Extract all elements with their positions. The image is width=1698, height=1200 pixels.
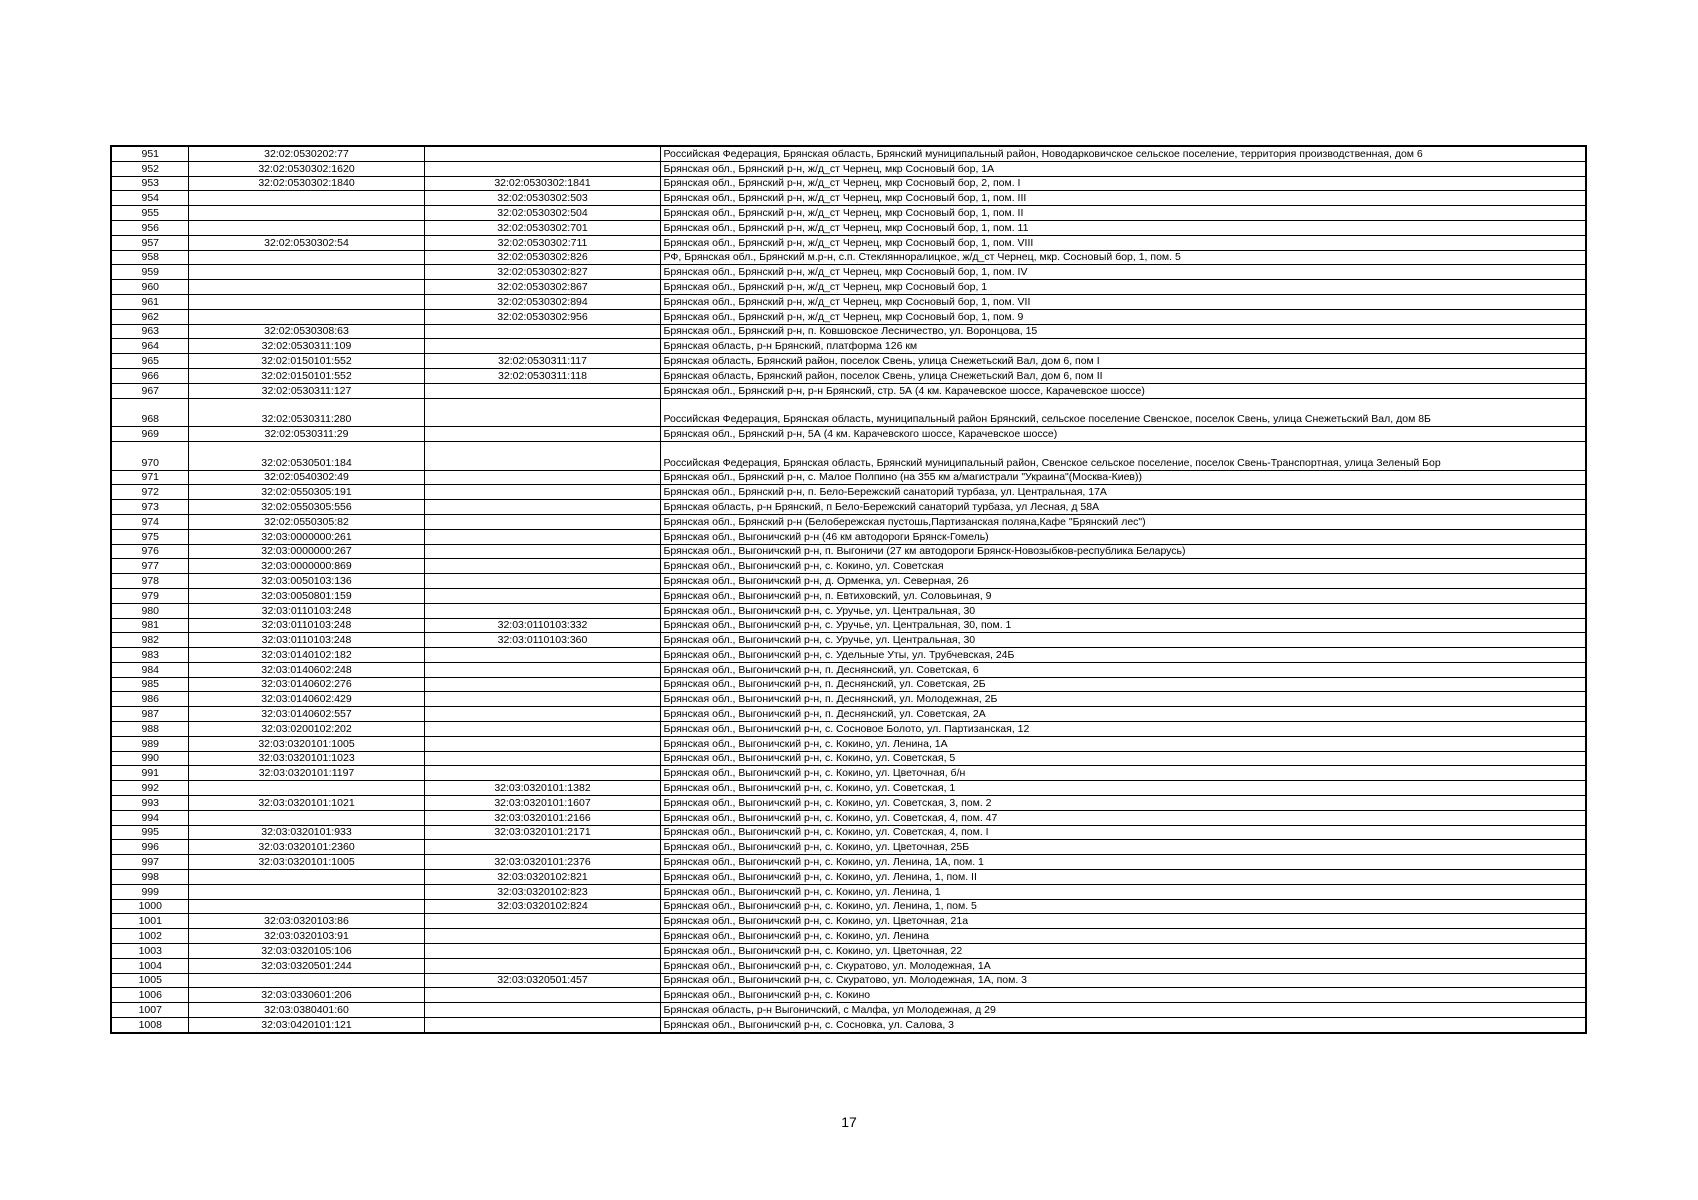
cadastral-number-cell: 32:03:0140602:248 <box>188 662 424 677</box>
cadastral-number-cell <box>188 250 424 265</box>
address-cell: Брянская обл., Брянский р-н, п. Ковшовское Лесничество, ул. Воронцова, 15 <box>660 324 1586 339</box>
address-cell: Брянская обл., Брянский р-н, ж/д_ст Чернец, мкр Сосновый бор, 1А <box>660 161 1586 176</box>
address-cell: Брянская обл., Брянский р-н, р-н Брянский, стр. 5А (4 км. Карачевское шоссе, Карачевское шоссе) <box>660 383 1586 398</box>
table-row <box>111 899 1586 914</box>
table-row <box>111 588 1586 603</box>
table-row <box>111 855 1586 870</box>
address-cell: Брянская обл., Выгоничский р-н, п. Деснянский, ул. Советская, 2Б <box>660 677 1586 692</box>
cadastral-number-cell: 32:03:0320101:1021 <box>188 796 424 811</box>
row-number-cell: 964 <box>111 339 188 354</box>
premises-cadastral-number-cell <box>424 1003 660 1018</box>
address-cell: Брянская обл., Выгоничский р-н (46 км автодороги Брянск-Гомель) <box>660 529 1586 544</box>
property-register-table <box>110 145 1587 1034</box>
premises-cadastral-number-cell <box>424 648 660 663</box>
row-number-cell: 984 <box>111 662 188 677</box>
table-row <box>111 250 1586 265</box>
row-number-cell: 1005 <box>111 973 188 988</box>
premises-cadastral-number-cell <box>424 958 660 973</box>
address-cell: Брянская обл., Выгоничский р-н, с. Скуратово, ул. Молодежная, 1А <box>660 958 1586 973</box>
register-table-body <box>111 146 1586 1033</box>
premises-cadastral-number-cell <box>424 574 660 589</box>
address-cell: Брянская обл., Брянский р-н, ж/д_ст Чернец, мкр Сосновый бор, 1, пом. IV <box>660 265 1586 280</box>
premises-cadastral-number-cell: 32:02:0530302:701 <box>424 220 660 235</box>
premises-cadastral-number-cell <box>424 840 660 855</box>
row-number-cell: 958 <box>111 250 188 265</box>
table-row <box>111 618 1586 633</box>
page-number: 17 <box>841 1114 857 1130</box>
row-number-cell: 978 <box>111 574 188 589</box>
row-number-cell: 969 <box>111 427 188 442</box>
cadastral-number-cell: 32:03:0000000:267 <box>188 544 424 559</box>
cadastral-number-cell: 32:03:0320105:106 <box>188 944 424 959</box>
premises-cadastral-number-cell <box>424 1018 660 1033</box>
address-cell: Брянская обл., Выгоничский р-н, п. Деснянский, ул. Молодежная, 2Б <box>660 692 1586 707</box>
table-row <box>111 914 1586 929</box>
row-number-cell: 976 <box>111 544 188 559</box>
address-cell: Брянская обл., Выгоничский р-н, с. Кокино, ул. Советская, 5 <box>660 751 1586 766</box>
table-row <box>111 677 1586 692</box>
premises-cadastral-number-cell <box>424 944 660 959</box>
row-number-cell: 977 <box>111 559 188 574</box>
cadastral-number-cell: 32:03:0320101:1023 <box>188 751 424 766</box>
cadastral-number-cell: 32:02:0530302:1840 <box>188 176 424 191</box>
table-row <box>111 648 1586 663</box>
address-cell: Брянская обл., Брянский р-н, ж/д_ст Чернец, мкр Сосновый бор, 1 <box>660 280 1586 295</box>
premises-cadastral-number-cell <box>424 427 660 442</box>
row-number-cell: 961 <box>111 294 188 309</box>
cadastral-number-cell <box>188 294 424 309</box>
row-number-cell: 996 <box>111 840 188 855</box>
table-row <box>111 485 1586 500</box>
table-row <box>111 810 1586 825</box>
address-cell: Брянская обл., Выгоничский р-н, с. Кокино, ул. Советская, 4, пом. I <box>660 825 1586 840</box>
row-number-cell: 983 <box>111 648 188 663</box>
table-row <box>111 825 1586 840</box>
address-cell: Российская Федерация, Брянская область, Брянский муниципальный район, Свенское сельское поселение, поселок Свень-Транспортная, улица Зеленый Бор <box>660 441 1586 470</box>
row-number-cell: 954 <box>111 191 188 206</box>
table-row <box>111 796 1586 811</box>
table-row <box>111 884 1586 899</box>
row-number-cell: 979 <box>111 588 188 603</box>
address-cell: Брянская обл., Брянский р-н, с. Малое Полпино (на 355 км а/магистрали "Украина"(Москва-Киев)) <box>660 470 1586 485</box>
table-row <box>111 559 1586 574</box>
cadastral-number-cell: 32:03:0320101:2360 <box>188 840 424 855</box>
premises-cadastral-number-cell: 32:03:0320501:457 <box>424 973 660 988</box>
cadastral-number-cell: 32:03:0320501:244 <box>188 958 424 973</box>
premises-cadastral-number-cell: 32:02:0530302:711 <box>424 235 660 250</box>
table-row <box>111 840 1586 855</box>
cadastral-number-cell <box>188 870 424 885</box>
premises-cadastral-number-cell <box>424 441 660 470</box>
row-number-cell: 990 <box>111 751 188 766</box>
table-row <box>111 944 1586 959</box>
address-cell: Брянская обл., Брянский р-н, ж/д_ст Чернец, мкр Сосновый бор, 1, пом. VII <box>660 294 1586 309</box>
address-cell: Брянская обл., Выгоничский р-н, с. Кокино, ул. Цветочная, 25Б <box>660 840 1586 855</box>
row-number-cell: 1002 <box>111 929 188 944</box>
cadastral-number-cell <box>188 810 424 825</box>
premises-cadastral-number-cell: 32:02:0530311:117 <box>424 354 660 369</box>
table-row <box>111 1003 1586 1018</box>
address-cell: Брянская обл., Выгоничский р-н, с. Кокино, ул. Ленина, 1, пом. II <box>660 870 1586 885</box>
cadastral-number-cell <box>188 973 424 988</box>
table-row <box>111 383 1586 398</box>
table-row <box>111 751 1586 766</box>
table-row <box>111 191 1586 206</box>
premises-cadastral-number-cell <box>424 588 660 603</box>
row-number-cell: 997 <box>111 855 188 870</box>
row-number-cell: 1008 <box>111 1018 188 1033</box>
premises-cadastral-number-cell <box>424 736 660 751</box>
cadastral-number-cell: 32:02:0550305:191 <box>188 485 424 500</box>
address-cell: Брянская обл., Брянский р-н, 5А (4 км. Карачевского шоссе, Карачевское шоссе) <box>660 427 1586 442</box>
premises-cadastral-number-cell <box>424 692 660 707</box>
premises-cadastral-number-cell <box>424 707 660 722</box>
address-cell: Брянская обл., Выгоничский р-н, с. Кокино, ул. Цветочная, 21а <box>660 914 1586 929</box>
cadastral-number-cell <box>188 309 424 324</box>
address-cell: Брянская обл., Брянский р-н, ж/д_ст Чернец, мкр Сосновый бор, 1, пом. III <box>660 191 1586 206</box>
table-row <box>111 339 1586 354</box>
address-cell: Брянская обл., Выгоничский р-н, с. Кокино, ул. Ленина, 1 <box>660 884 1586 899</box>
address-cell: Брянская область, р-н Брянский, платформа 126 км <box>660 339 1586 354</box>
premises-cadastral-number-cell <box>424 383 660 398</box>
cadastral-number-cell: 32:03:0320101:933 <box>188 825 424 840</box>
address-cell: Брянская область, р-н Брянский, п Бело-Бережский санаторий турбаза, ул Лесная, д 58А <box>660 500 1586 515</box>
address-cell: Брянская обл., Выгоничский р-н, с. Кокино, ул. Цветочная, 22 <box>660 944 1586 959</box>
cadastral-number-cell: 32:03:0110103:248 <box>188 633 424 648</box>
table-row <box>111 692 1586 707</box>
row-number-cell: 955 <box>111 206 188 221</box>
address-cell: Брянская обл., Выгоничский р-н, с. Удельные Уты, ул. Трубчевская, 24Б <box>660 648 1586 663</box>
table-row <box>111 870 1586 885</box>
row-number-cell: 985 <box>111 677 188 692</box>
table-row <box>111 529 1586 544</box>
table-row <box>111 441 1586 470</box>
cadastral-number-cell: 32:02:0550305:556 <box>188 500 424 515</box>
table-row <box>111 470 1586 485</box>
row-number-cell: 999 <box>111 884 188 899</box>
row-number-cell: 973 <box>111 500 188 515</box>
row-number-cell: 981 <box>111 618 188 633</box>
cadastral-number-cell: 32:02:0530311:280 <box>188 398 424 427</box>
cadastral-number-cell: 32:03:0050801:159 <box>188 588 424 603</box>
cadastral-number-cell: 32:03:0320101:1197 <box>188 766 424 781</box>
table-row <box>111 324 1586 339</box>
row-number-cell: 986 <box>111 692 188 707</box>
address-cell: Российская Федерация, Брянская область, Брянский муниципальный район, Новодарковичское сельское поселение, территория производственная, дом 6 <box>660 146 1586 161</box>
premises-cadastral-number-cell <box>424 339 660 354</box>
premises-cadastral-number-cell: 32:03:0320102:823 <box>424 884 660 899</box>
address-cell: Брянская обл., Выгоничский р-н, п. Выгоничи (27 км автодороги Брянск-Новозыбков-республика Беларусь) <box>660 544 1586 559</box>
premises-cadastral-number-cell: 32:02:0530302:826 <box>424 250 660 265</box>
address-cell: Брянская обл., Выгоничский р-н, п. Деснянский, ул. Советская, 6 <box>660 662 1586 677</box>
cadastral-number-cell: 32:02:0530302:54 <box>188 235 424 250</box>
address-cell: Брянская обл., Выгоничский р-н, с. Кокино, ул. Советская, 4, пом. 47 <box>660 810 1586 825</box>
address-cell: Брянская обл., Выгоничский р-н, с. Сосновое Болото, ул. Партизанская, 12 <box>660 722 1586 737</box>
table-row <box>111 574 1586 589</box>
address-cell: Брянская обл., Брянский р-н, ж/д_ст Чернец, мкр Сосновый бор, 1, пом. 9 <box>660 309 1586 324</box>
cadastral-number-cell: 32:02:0530311:29 <box>188 427 424 442</box>
table-row <box>111 722 1586 737</box>
table-row <box>111 929 1586 944</box>
row-number-cell: 982 <box>111 633 188 648</box>
row-number-cell: 966 <box>111 368 188 383</box>
table-row <box>111 280 1586 295</box>
table-row <box>111 265 1586 280</box>
address-cell: Брянская обл., Брянский р-н, ж/д_ст Чернец, мкр Сосновый бор, 2, пом. I <box>660 176 1586 191</box>
address-cell: Брянская обл., Брянский р-н, ж/д_ст Чернец, мкр Сосновый бор, 1, пом. II <box>660 206 1586 221</box>
table-row <box>111 427 1586 442</box>
cadastral-number-cell <box>188 884 424 899</box>
premises-cadastral-number-cell: 32:02:0530302:867 <box>424 280 660 295</box>
premises-cadastral-number-cell <box>424 161 660 176</box>
premises-cadastral-number-cell <box>424 544 660 559</box>
row-number-cell: 988 <box>111 722 188 737</box>
cadastral-number-cell: 32:03:0200102:202 <box>188 722 424 737</box>
table-row <box>111 707 1586 722</box>
address-cell: Брянская обл., Выгоничский р-н, с. Уручье, ул. Центральная, 30 <box>660 633 1586 648</box>
cadastral-number-cell: 32:03:0000000:869 <box>188 559 424 574</box>
address-cell: Брянская обл., Выгоничский р-н, с. Уручье, ул. Центральная, 30 <box>660 603 1586 618</box>
premises-cadastral-number-cell: 32:03:0320101:2166 <box>424 810 660 825</box>
cadastral-number-cell <box>188 899 424 914</box>
row-number-cell: 992 <box>111 781 188 796</box>
row-number-cell: 970 <box>111 441 188 470</box>
cadastral-number-cell <box>188 206 424 221</box>
cadastral-number-cell: 32:02:0540302:49 <box>188 470 424 485</box>
cadastral-number-cell: 32:02:0550305:82 <box>188 514 424 529</box>
premises-cadastral-number-cell: 32:02:0530302:956 <box>424 309 660 324</box>
row-number-cell: 980 <box>111 603 188 618</box>
address-cell: Брянская обл., Выгоничский р-н, с. Кокино, ул. Ленина, 1, пом. 5 <box>660 899 1586 914</box>
premises-cadastral-number-cell <box>424 751 660 766</box>
premises-cadastral-number-cell: 32:02:0530302:827 <box>424 265 660 280</box>
cadastral-number-cell <box>188 220 424 235</box>
row-number-cell: 1004 <box>111 958 188 973</box>
premises-cadastral-number-cell <box>424 929 660 944</box>
address-cell: Брянская обл., Брянский р-н, ж/д_ст Чернец, мкр Сосновый бор, 1, пом. 11 <box>660 220 1586 235</box>
cadastral-number-cell <box>188 265 424 280</box>
address-cell: Брянская обл., Выгоничский р-н, п. Деснянский, ул. Советская, 2А <box>660 707 1586 722</box>
cadastral-number-cell <box>188 781 424 796</box>
address-cell: Брянская обл., Выгоничский р-н, с. Кокино, ул. Ленина <box>660 929 1586 944</box>
row-number-cell: 1003 <box>111 944 188 959</box>
table-row <box>111 544 1586 559</box>
premises-cadastral-number-cell <box>424 559 660 574</box>
row-number-cell: 951 <box>111 146 188 161</box>
premises-cadastral-number-cell: 32:02:0530302:1841 <box>424 176 660 191</box>
table-row <box>111 294 1586 309</box>
cadastral-number-cell: 32:03:0110103:248 <box>188 618 424 633</box>
address-cell: Брянская обл., Выгоничский р-н, с. Кокино, ул. Ленина, 1А <box>660 736 1586 751</box>
row-number-cell: 1001 <box>111 914 188 929</box>
cadastral-number-cell: 32:03:0000000:261 <box>188 529 424 544</box>
premises-cadastral-number-cell <box>424 470 660 485</box>
table-row <box>111 973 1586 988</box>
row-number-cell: 957 <box>111 235 188 250</box>
table-row <box>111 146 1586 161</box>
cadastral-number-cell: 32:02:0150101:552 <box>188 354 424 369</box>
premises-cadastral-number-cell: 32:02:0530302:894 <box>424 294 660 309</box>
cadastral-number-cell: 32:03:0320101:1005 <box>188 736 424 751</box>
premises-cadastral-number-cell: 32:03:0110103:360 <box>424 633 660 648</box>
cadastral-number-cell: 32:03:0320101:1005 <box>188 855 424 870</box>
row-number-cell: 959 <box>111 265 188 280</box>
address-cell: Брянская обл., Выгоничский р-н, с. Скуратово, ул. Молодежная, 1А, пом. 3 <box>660 973 1586 988</box>
row-number-cell: 995 <box>111 825 188 840</box>
cadastral-number-cell: 32:03:0320103:86 <box>188 914 424 929</box>
cadastral-number-cell: 32:02:0530311:127 <box>188 383 424 398</box>
address-cell: РФ, Брянская обл., Брянский м.р-н, с.п. Стеклянноралицкое, ж/д_ст Чернец, мкр. Сосновый бор, 1, пом. 5 <box>660 250 1586 265</box>
cadastral-number-cell <box>188 280 424 295</box>
row-number-cell: 991 <box>111 766 188 781</box>
premises-cadastral-number-cell <box>424 398 660 427</box>
address-cell: Брянская обл., Выгоничский р-н, с. Кокино, ул. Советская, 3, пом. 2 <box>660 796 1586 811</box>
row-number-cell: 974 <box>111 514 188 529</box>
premises-cadastral-number-cell <box>424 146 660 161</box>
row-number-cell: 1007 <box>111 1003 188 1018</box>
table-row <box>111 161 1586 176</box>
row-number-cell: 968 <box>111 398 188 427</box>
row-number-cell: 962 <box>111 309 188 324</box>
table-row <box>111 781 1586 796</box>
premises-cadastral-number-cell: 32:03:0320102:821 <box>424 870 660 885</box>
address-cell: Брянская обл., Выгоничский р-н, с. Кокино, ул. Цветочная, б/н <box>660 766 1586 781</box>
premises-cadastral-number-cell <box>424 529 660 544</box>
cadastral-number-cell: 32:02:0530501:184 <box>188 441 424 470</box>
cadastral-number-cell: 32:03:0420101:121 <box>188 1018 424 1033</box>
table-row <box>111 176 1586 191</box>
row-number-cell: 967 <box>111 383 188 398</box>
address-cell: Брянская обл., Брянский р-н (Белобережская пустошь,Партизанская поляна,Кафе "Брянский лес") <box>660 514 1586 529</box>
row-number-cell: 972 <box>111 485 188 500</box>
premises-cadastral-number-cell <box>424 722 660 737</box>
address-cell: Российская Федерация, Брянская область, муниципальный район Брянский, сельское поселение Свенское, поселок Свень, улица Снежетьский Вал, дом 8Б <box>660 398 1586 427</box>
cadastral-number-cell: 32:03:0140102:182 <box>188 648 424 663</box>
row-number-cell: 1006 <box>111 988 188 1003</box>
premises-cadastral-number-cell <box>424 603 660 618</box>
premises-cadastral-number-cell: 32:03:0320101:1607 <box>424 796 660 811</box>
address-cell: Брянская обл., Выгоничский р-н, с. Кокино, ул. Ленина, 1А, пом. 1 <box>660 855 1586 870</box>
cadastral-number-cell: 32:03:0140602:557 <box>188 707 424 722</box>
address-cell: Брянская область, Брянский район, поселок Свень, улица Снежетьский Вал, дом 6, пом I <box>660 354 1586 369</box>
address-cell: Брянская обл., Брянский р-н, п. Бело-Бережский санаторий турбаза, ул. Центральная, 17А <box>660 485 1586 500</box>
address-cell: Брянская область, Брянский район, поселок Свень, улица Снежетьский Вал, дом 6, пом II <box>660 368 1586 383</box>
address-cell: Брянская обл., Выгоничский р-н, с. Кокино, ул. Советская, 1 <box>660 781 1586 796</box>
table-row <box>111 736 1586 751</box>
table-row <box>111 766 1586 781</box>
premises-cadastral-number-cell: 32:03:0110103:332 <box>424 618 660 633</box>
cadastral-number-cell: 32:02:0530202:77 <box>188 146 424 161</box>
premises-cadastral-number-cell <box>424 514 660 529</box>
table-row <box>111 1018 1586 1033</box>
row-number-cell: 994 <box>111 810 188 825</box>
table-row <box>111 514 1586 529</box>
row-number-cell: 956 <box>111 220 188 235</box>
cadastral-number-cell: 32:02:0530308:63 <box>188 324 424 339</box>
premises-cadastral-number-cell <box>424 324 660 339</box>
cadastral-number-cell: 32:03:0140602:276 <box>188 677 424 692</box>
premises-cadastral-number-cell: 32:03:0320102:824 <box>424 899 660 914</box>
premises-cadastral-number-cell <box>424 766 660 781</box>
premises-cadastral-number-cell: 32:03:0320101:2376 <box>424 855 660 870</box>
table-row <box>111 988 1586 1003</box>
row-number-cell: 963 <box>111 324 188 339</box>
address-cell: Брянская обл., Выгоничский р-н, п. Евтиховский, ул. Соловьиная, 9 <box>660 588 1586 603</box>
premises-cadastral-number-cell <box>424 677 660 692</box>
table-row <box>111 368 1586 383</box>
premises-cadastral-number-cell <box>424 485 660 500</box>
premises-cadastral-number-cell <box>424 500 660 515</box>
premises-cadastral-number-cell <box>424 914 660 929</box>
address-cell: Брянская обл., Выгоничский р-н, д. Орменка, ул. Северная, 26 <box>660 574 1586 589</box>
table-row <box>111 398 1586 427</box>
row-number-cell: 953 <box>111 176 188 191</box>
premises-cadastral-number-cell: 32:02:0530302:503 <box>424 191 660 206</box>
table-row <box>111 633 1586 648</box>
address-cell: Брянская обл., Выгоничский р-н, с. Кокино <box>660 988 1586 1003</box>
row-number-cell: 993 <box>111 796 188 811</box>
premises-cadastral-number-cell: 32:02:0530311:118 <box>424 368 660 383</box>
address-cell: Брянская обл., Брянский р-н, ж/д_ст Чернец, мкр Сосновый бор, 1, пом. VIII <box>660 235 1586 250</box>
row-number-cell: 965 <box>111 354 188 369</box>
table-row <box>111 354 1586 369</box>
table-row <box>111 500 1586 515</box>
table-row <box>111 603 1586 618</box>
row-number-cell: 975 <box>111 529 188 544</box>
cadastral-number-cell: 32:03:0320103:91 <box>188 929 424 944</box>
premises-cadastral-number-cell <box>424 662 660 677</box>
table-row <box>111 206 1586 221</box>
address-cell: Брянская обл., Выгоничский р-н, с. Кокино, ул. Советская <box>660 559 1586 574</box>
table-row <box>111 220 1586 235</box>
table-row <box>111 662 1586 677</box>
premises-cadastral-number-cell <box>424 988 660 1003</box>
address-cell: Брянская область, р-н Выгоничский, с Малфа, ул Молодежная, д 29 <box>660 1003 1586 1018</box>
table-row <box>111 235 1586 250</box>
row-number-cell: 998 <box>111 870 188 885</box>
cadastral-number-cell: 32:03:0380401:60 <box>188 1003 424 1018</box>
address-cell: Брянская обл., Выгоничский р-н, с. Сосновка, ул. Салова, 3 <box>660 1018 1586 1033</box>
premises-cadastral-number-cell: 32:03:0320101:1382 <box>424 781 660 796</box>
table-row <box>111 309 1586 324</box>
cadastral-number-cell: 32:02:0150101:552 <box>188 368 424 383</box>
row-number-cell: 971 <box>111 470 188 485</box>
row-number-cell: 960 <box>111 280 188 295</box>
cadastral-number-cell: 32:03:0140602:429 <box>188 692 424 707</box>
cadastral-number-cell: 32:02:0530311:109 <box>188 339 424 354</box>
cadastral-number-cell <box>188 191 424 206</box>
row-number-cell: 952 <box>111 161 188 176</box>
cadastral-number-cell: 32:03:0330601:206 <box>188 988 424 1003</box>
row-number-cell: 1000 <box>111 899 188 914</box>
row-number-cell: 987 <box>111 707 188 722</box>
cadastral-number-cell: 32:03:0050103:136 <box>188 574 424 589</box>
address-cell: Брянская обл., Выгоничский р-н, с. Уручье, ул. Центральная, 30, пом. 1 <box>660 618 1586 633</box>
premises-cadastral-number-cell: 32:02:0530302:504 <box>424 206 660 221</box>
cadastral-number-cell: 32:03:0110103:248 <box>188 603 424 618</box>
table-row <box>111 958 1586 973</box>
premises-cadastral-number-cell: 32:03:0320101:2171 <box>424 825 660 840</box>
cadastral-number-cell: 32:02:0530302:1620 <box>188 161 424 176</box>
row-number-cell: 989 <box>111 736 188 751</box>
